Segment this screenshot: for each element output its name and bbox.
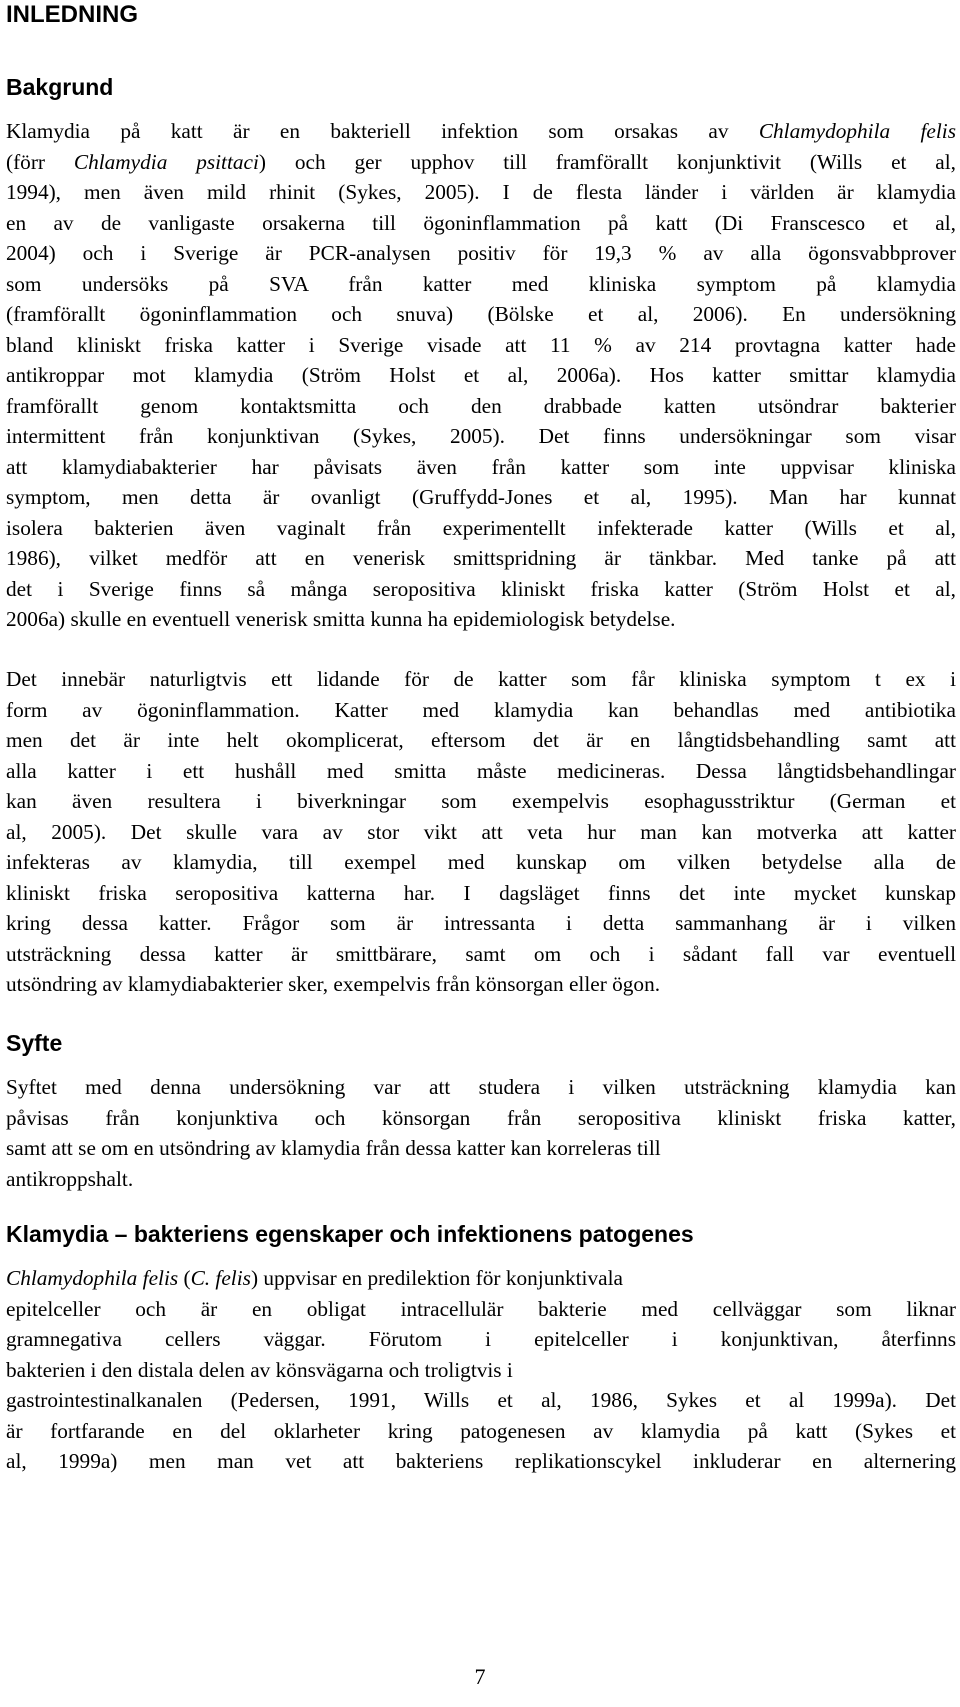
text-run: ) och ger upphov till framförallt konjunktivit (Wills et al, [258,149,956,174]
text-run: 1994), men även mild rhinit (Sykes, 2005). I de flesta länder i världen är klamydia [6,180,956,204]
text-line [6,878,956,909]
heading-bakgrund: Bakgrund [6,74,114,100]
text-line [6,817,956,848]
text-run: det i Sverige finns så många seropositiva kliniskt friska katter (Ström Holst et al, [6,576,956,601]
text-line [6,1294,956,1325]
text-line [6,939,956,970]
text-line [6,664,956,695]
text-line [6,452,956,483]
text-line [6,543,956,574]
text-line [6,1446,956,1477]
text-run: gramnegativa cellers väggar. Förutom i epitelceller i konjunktivan, återfinns [6,1327,956,1351]
text-run: ) uppvisar en predilektion för konjunktivala [250,1266,623,1290]
text-line [6,116,956,147]
heading-klamydia-patogenes: Klamydia – bakteriens egenskaper och infektionens patogenes [6,1221,694,1247]
heading-syfte: Syfte [6,1030,63,1056]
text-line [6,1164,956,1195]
text-line [6,238,956,269]
italic-term: Chlamydia psittaci [73,149,259,174]
text-line [6,147,956,178]
text-run: utsträckning dessa katter är smittbärare, samt om och i sådant fall var eventuell [6,941,956,966]
italic-term: Chlamydophila felis [758,119,956,143]
text-line [6,725,956,756]
text-line [6,847,956,878]
text-run: utsöndring av klamydiabakterier sker, exempelvis från könsorgan eller ögon. [6,972,661,996]
text-run: men det är inte helt okomplicerat, eftersom det är en långtidsbehandling samt att [6,728,956,752]
text-run: bakterien i den distala delen av könsvägarna och troligtvis i [6,1357,513,1382]
text-line [6,299,956,330]
text-line [6,1103,956,1134]
paragraph-klamydia [6,1263,956,1477]
text-run: Syftet med denna undersökning var att studera i vilken utsträckning klamydia kan [6,1075,956,1099]
text-run: ( [178,1266,191,1290]
text-line [6,177,956,208]
text-run: form av ögoninflammation. Katter med klamydia kan behandlas med antibiotika [6,697,956,722]
text-line [6,786,956,817]
paragraph-syfte [6,1072,956,1194]
text-line [6,1072,956,1103]
text-line [6,908,956,939]
text-line [6,1324,956,1355]
text-run: 1986), vilket medför att en venerisk smittspridning är tänkbar. Med tanke på att [6,546,956,570]
text-line [6,482,956,513]
text-line [6,421,956,452]
text-run: kan även resultera i biverkningar som exempelvis esophagusstriktur (German et [6,789,956,813]
text-run: alla katter i ett hushåll med smitta måste medicineras. Dessa långtidsbehandlingar [6,758,956,783]
text-run: al, 2005). Det skulle vara av stor vikt att veta hur man kan motverka att katter [6,819,956,844]
text-run: att klamydiabakterier har påvisats även från katter som inte uppvisar kliniska [6,454,956,479]
text-line [6,1133,956,1164]
italic-term: C. felis [190,1266,251,1290]
text-run: epitelceller och är en obligat intracellulär bakterie med cellväggar som liknar [6,1296,956,1321]
text-run: är fortfarande en del oklarheter kring patogenesen av klamydia på katt (Sykes et [6,1418,956,1443]
text-line [6,1263,956,1294]
text-run: symptom, men detta är ovanligt (Gruffydd-Jones et al, 1995). Man har kunnat [6,485,956,509]
text-run: gastrointestinalkanalen (Pedersen, 1991, Wills et al, 1986, Sykes et al 1999a). Det [6,1388,956,1412]
text-run: antikroppshalt. [6,1166,134,1191]
text-run: 2006a) skulle en eventuell venerisk smitta kunna ha epidemiologisk betydelse. [6,607,676,631]
text-run: bland kliniskt friska katter i Sverige visade att 11 % av 214 provtagna katter hade [6,332,956,357]
text-run: 2004) och i Sverige är PCR-analysen positiv för 19,3 % av alla ögonsvabbprover [6,241,956,265]
text-line [6,695,956,726]
text-line [6,604,956,635]
text-line [6,330,956,361]
text-line [6,513,956,544]
text-run: al, 1999a) men man vet att bakteriens replikationscykel inkluderar en alternering [6,1449,956,1473]
text-run: påvisas från konjunktiva och könsorgan från seropositiva kliniskt friska katter, [6,1105,956,1130]
text-line [6,574,956,605]
italic-term: Chlamydophila felis [6,1266,179,1290]
text-line [6,360,956,391]
text-run: Det innebär naturligtvis ett lidande för de katter som får kliniska symptom t ex i [6,667,956,691]
text-run: (framförallt ögoninflammation och snuva) (Bölske et al, 2006). En undersökning [6,302,956,326]
text-run: som undersöks på SVA från katter med kliniska symptom på klamydia [6,271,956,296]
paragraph-bakgrund-2 [6,664,956,1000]
text-line [6,1355,956,1386]
text-run: kliniskt friska seropositiva katterna har. I dagsläget finns det inte mycket kunskap [6,880,956,905]
text-run: intermittent från konjunktivan (Sykes, 2005). Det finns undersökningar som visar [6,424,956,448]
text-run: samt att se om en utsöndring av klamydia från dessa katter kan korreleras till [6,1136,661,1160]
page-number: 7 [474,1664,486,1689]
text-run: framförallt genom kontaktsmitta och den drabbade katten utsöndrar bakterier [6,393,956,418]
text-run: en av de vanligaste orsakerna till ögoninflammation på katt (Di Franscesco et al, [6,210,956,235]
text-line [6,969,956,1000]
paragraph-bakgrund-1 [6,116,956,635]
text-run: (förr [6,149,74,174]
text-run: kring dessa katter. Frågor som är intressanta i detta sammanhang är i vilken [6,911,956,935]
text-run: isolera bakterien även vaginalt från experimentellt infekterade katter (Wills et al, [6,515,956,540]
heading-inledning: INLEDNING [6,1,138,28]
text-line [6,1385,956,1416]
text-line [6,391,956,422]
text-line [6,1416,956,1447]
text-line [6,269,956,300]
text-run: antikroppar mot klamydia (Ström Holst et al, 2006a). Hos katter smittar klamydia [6,363,956,387]
text-line [6,208,956,239]
text-run: Klamydia på katt är en bakteriell infektion som orsakas av [6,119,759,143]
text-run: infekteras av klamydia, till exempel med kunskap om vilken betydelse alla de [6,850,956,874]
text-line [6,756,956,787]
